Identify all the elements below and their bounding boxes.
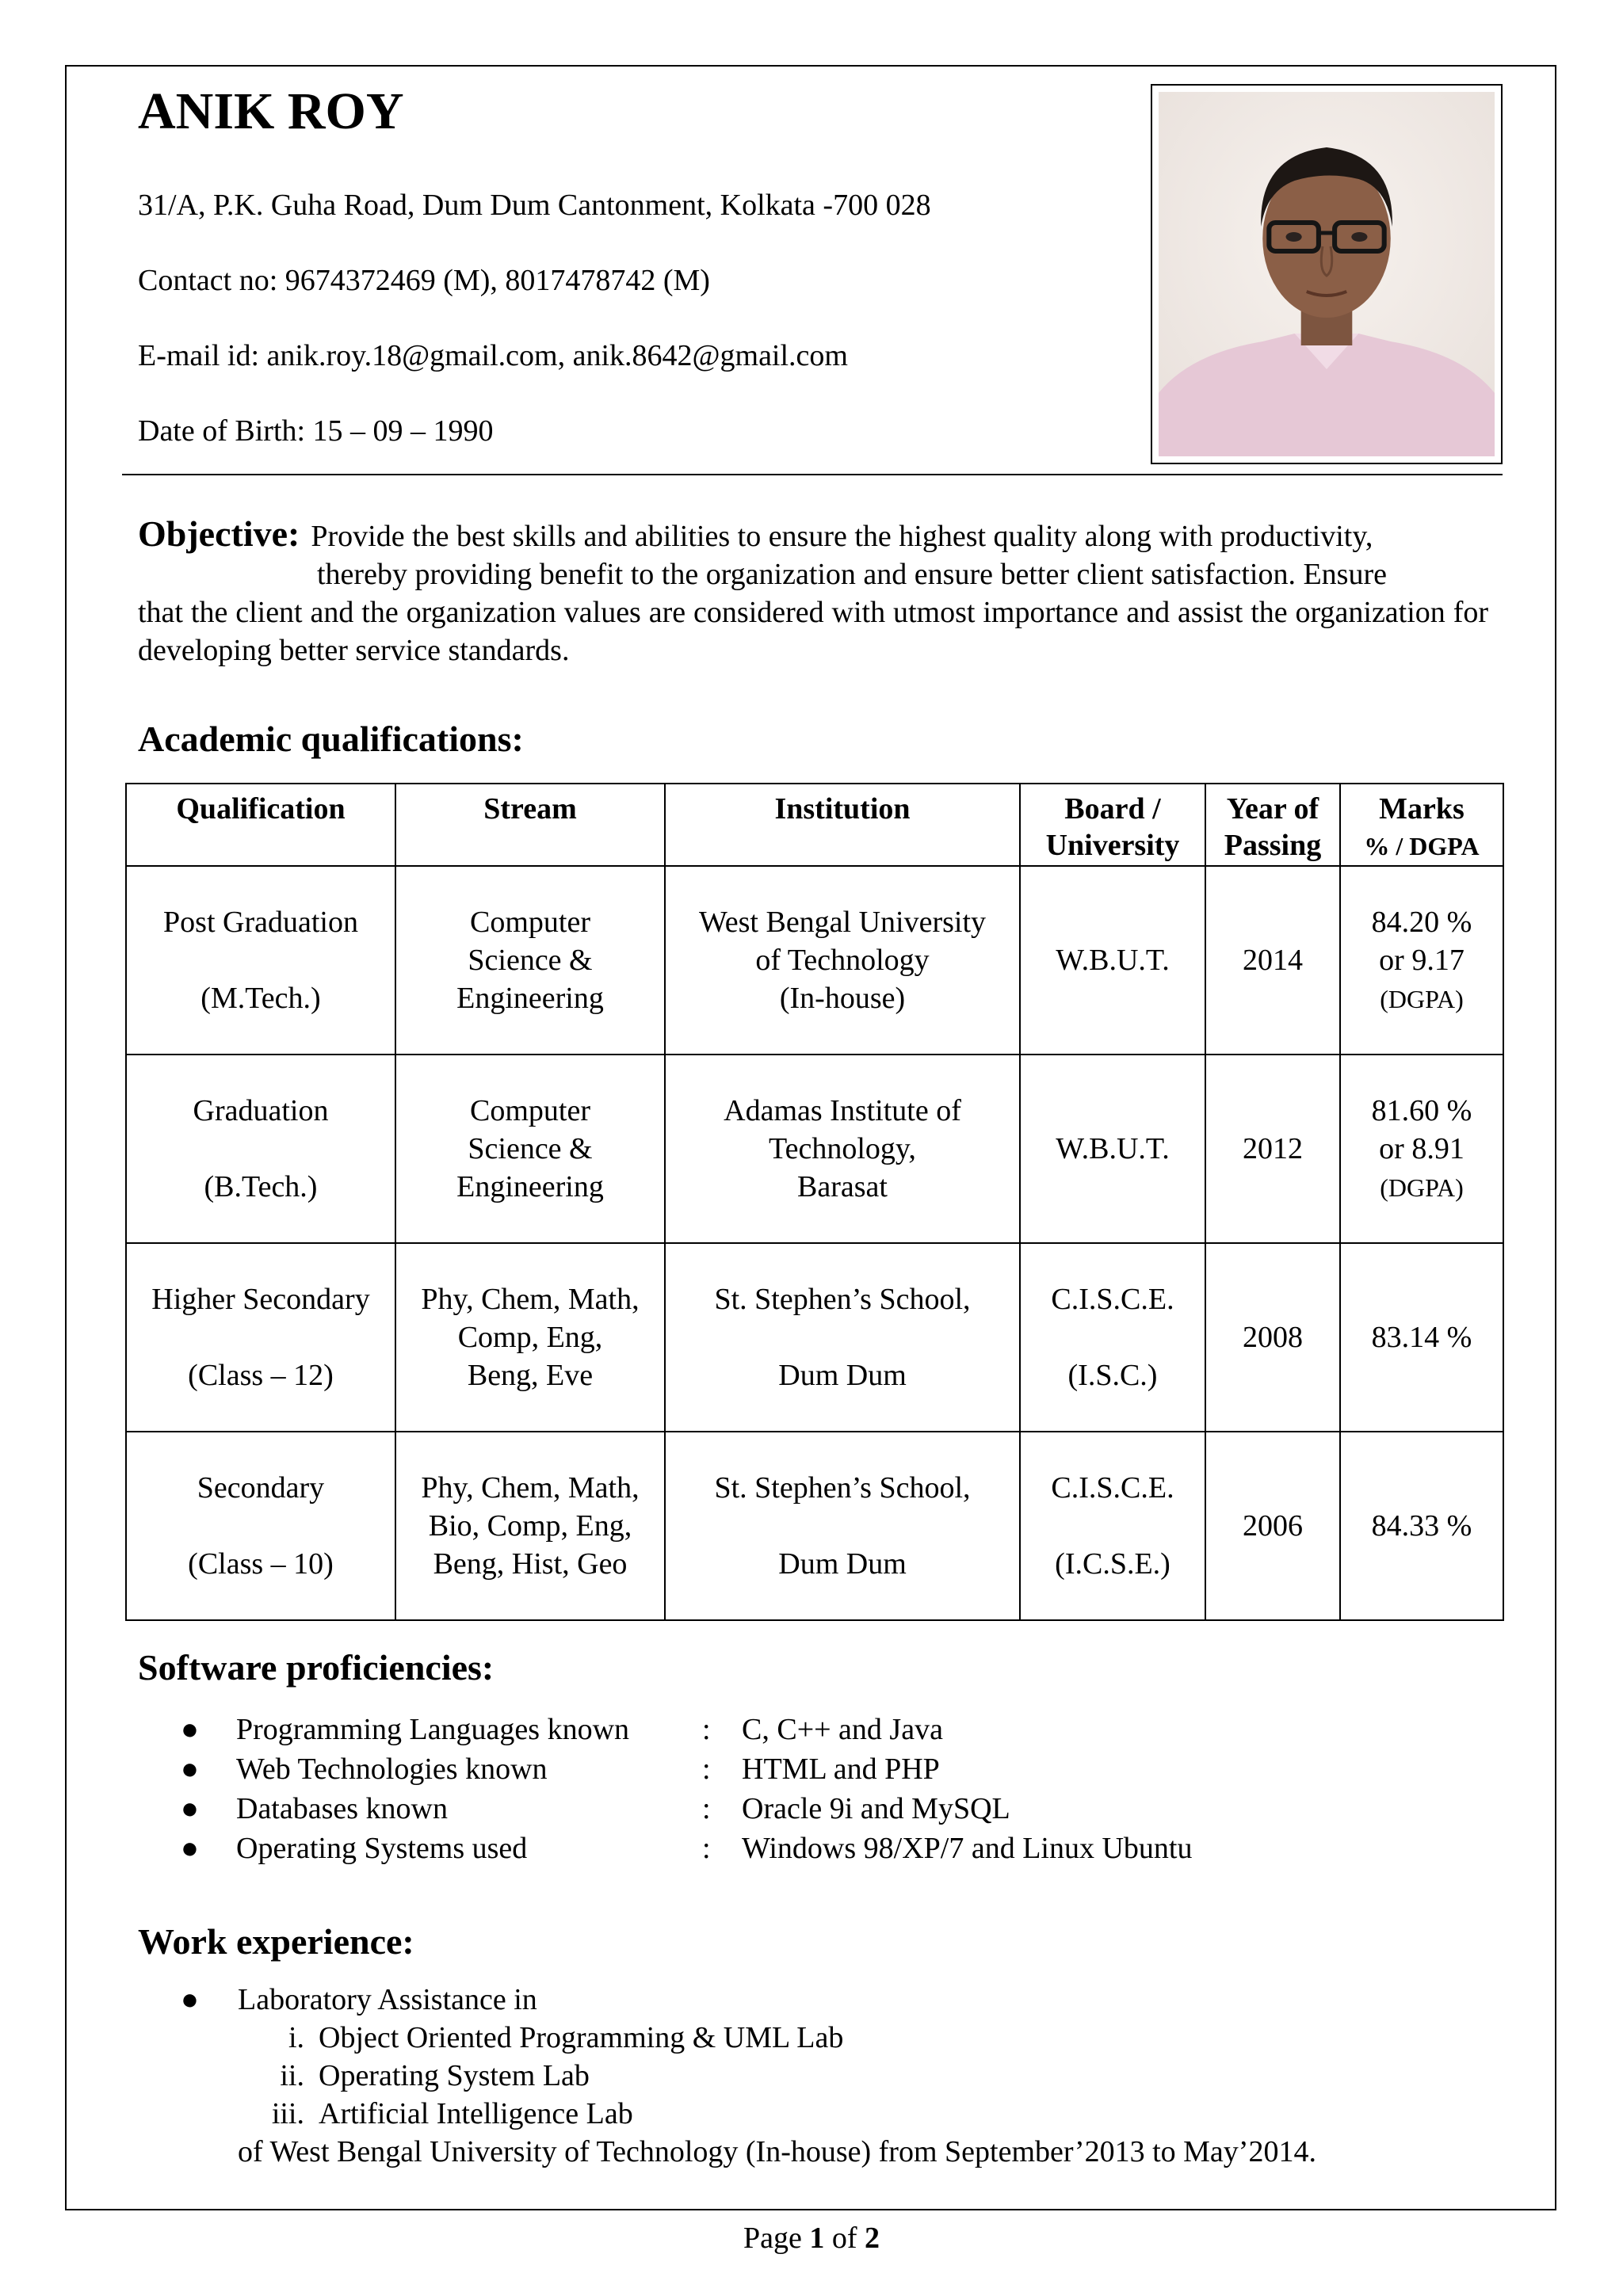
profile-photo-frame [1151, 84, 1503, 464]
skill-value: C, C++ and Java [742, 1713, 943, 1746]
cell-board: W.B.U.T. [1020, 866, 1205, 1055]
cell-stream: Computer Science & Engineering [395, 866, 665, 1055]
cell-marks: 84.20 % or 9.17 (DGPA) [1340, 866, 1503, 1055]
software-list [181, 1710, 1192, 1868]
lab-item [181, 2095, 1316, 2133]
candidate-name: ANIK ROY [138, 82, 404, 140]
bullet-icon: ● [181, 1983, 199, 2016]
colon-separator: : [702, 1832, 711, 1865]
academic-heading: Academic qualifications: [138, 719, 524, 759]
table-row [126, 1243, 1503, 1432]
colon-separator: : [702, 1713, 711, 1746]
skill-label: Programming Languages known [236, 1713, 630, 1746]
cell-marks: 81.60 % or 8.91 (DGPA) [1340, 1055, 1503, 1243]
cell-board: C.I.S.C.E. (I.C.S.E.) [1020, 1432, 1205, 1620]
table-header-row [126, 784, 1503, 866]
cell-marks: 84.33 % [1340, 1432, 1503, 1620]
lab-item [181, 2019, 1316, 2057]
cell-qualification: Higher Secondary (Class – 12) [126, 1243, 395, 1432]
lab-item [181, 2057, 1316, 2095]
cell-year: 2008 [1205, 1243, 1340, 1432]
cell-institution: St. Stephen’s School, Dum Dum [665, 1432, 1020, 1620]
list-item [181, 1789, 1192, 1829]
skill-value: Windows 98/XP/7 and Linux Ubuntu [742, 1832, 1193, 1865]
footer-of-word: of [831, 2222, 857, 2255]
cell-stream: Phy, Chem, Math, Bio, Comp, Eng, Beng, Hist, Geo [395, 1432, 665, 1620]
col-qualification: Qualification [126, 784, 395, 866]
work-intro: Laboratory Assistance in [238, 1983, 537, 2016]
col-institution: Institution [665, 784, 1020, 866]
lab-number: iii. [271, 2097, 304, 2130]
lab-name: Operating System Lab [319, 2059, 590, 2092]
list-item [181, 1829, 1192, 1868]
cell-stream: Computer Science & Engineering [395, 1055, 665, 1243]
cell-institution: Adamas Institute of Technology, Barasat [665, 1055, 1020, 1243]
col-board: Board / University [1020, 784, 1205, 866]
date-of-birth: Date of Birth: 15 – 09 – 1990 [138, 414, 494, 448]
bullet-icon: ● [181, 1792, 199, 1825]
objective-line-2: thereby providing benefit to the organization and ensure better client satisfaction. Ensure [317, 558, 1387, 591]
cell-qualification: Graduation (B.Tech.) [126, 1055, 395, 1243]
skill-label: Databases known [236, 1792, 448, 1825]
cell-institution: St. Stephen’s School, Dum Dum [665, 1243, 1020, 1432]
work-tail: of West Bengal University of Technology (In-house) from September’2013 to May’2014. [238, 2135, 1316, 2168]
cell-year: 2014 [1205, 866, 1340, 1055]
table-row [126, 1055, 1503, 1243]
cell-year: 2006 [1205, 1432, 1340, 1620]
skill-value: HTML and PHP [742, 1753, 940, 1786]
col-stream: Stream [395, 784, 665, 866]
academic-table [125, 783, 1504, 1621]
list-item [181, 1981, 1316, 2019]
col-year: Year of Passing [1205, 784, 1340, 866]
lab-number: ii. [280, 2059, 304, 2092]
list-item [181, 1710, 1192, 1749]
lab-number: i. [288, 2021, 304, 2054]
work-heading: Work experience: [138, 1921, 414, 1962]
cell-year: 2012 [1205, 1055, 1340, 1243]
header-divider [122, 474, 1503, 475]
bullet-icon: ● [181, 1753, 199, 1786]
cell-marks: 83.14 % [1340, 1243, 1503, 1432]
bullet-icon: ● [181, 1713, 199, 1746]
footer-page-number: 1 [809, 2222, 825, 2255]
cell-board: C.I.S.C.E. (I.S.C.) [1020, 1243, 1205, 1432]
footer-page-total: 2 [865, 2222, 880, 2255]
contact-numbers: Contact no: 9674372469 (M), 8017478742 (M) [138, 264, 710, 297]
skill-value: Oracle 9i and MySQL [742, 1792, 1010, 1825]
objective-section [138, 515, 1488, 669]
cell-stream: Phy, Chem, Math, Comp, Eng, Beng, Eve [395, 1243, 665, 1432]
lab-name: Object Oriented Programming & UML Lab [319, 2021, 844, 2054]
cell-qualification: Secondary (Class – 10) [126, 1432, 395, 1620]
page-footer [0, 2223, 1623, 2253]
skill-label: Operating Systems used [236, 1832, 528, 1865]
skill-label: Web Technologies known [236, 1753, 548, 1786]
bullet-icon: ● [181, 1832, 199, 1865]
email-ids: E-mail id: anik.roy.18@gmail.com, anik.8642@gmail.com [138, 339, 848, 372]
colon-separator: : [702, 1753, 711, 1786]
objective-heading: Objective: [138, 513, 300, 554]
software-heading: Software proficiencies: [138, 1647, 495, 1688]
cell-institution: West Bengal University of Technology (In-house) [665, 866, 1020, 1055]
table-row [126, 1432, 1503, 1620]
cell-board: W.B.U.T. [1020, 1055, 1205, 1243]
address: 31/A, P.K. Guha Road, Dum Dum Cantonment, Kolkata -700 028 [138, 189, 931, 222]
profile-photo [1159, 92, 1495, 456]
col-marks: Marks % / DGPA [1340, 784, 1503, 866]
table-row [126, 866, 1503, 1055]
objective-rest: that the client and the organization values are considered with utmost importance and assist the organization for developing better service standards. [138, 596, 1488, 667]
lab-name: Artificial Intelligence Lab [319, 2097, 633, 2130]
list-item [181, 1749, 1192, 1789]
work-list [181, 1981, 1316, 2171]
footer-page-word: Page [743, 2222, 802, 2255]
cell-qualification: Post Graduation (M.Tech.) [126, 866, 395, 1055]
objective-line-1: Provide the best skills and abilities to ensure the highest quality along with productivity, [311, 520, 1373, 553]
colon-separator: : [702, 1792, 711, 1825]
